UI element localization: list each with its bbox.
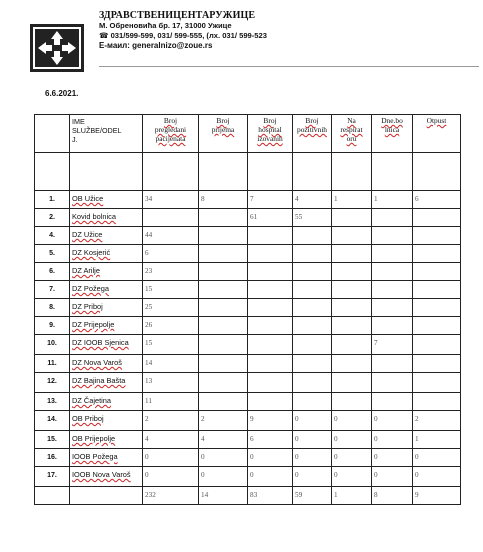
value-cell <box>293 335 332 355</box>
value-cell: 0 <box>199 449 248 467</box>
email: E-маил: generalnizo@zoue.rs <box>99 41 213 50</box>
value-cell <box>332 281 372 299</box>
header-hospitalized <box>248 115 293 153</box>
value-cell <box>413 263 461 281</box>
row-number: 14. <box>35 411 70 431</box>
organization-name: ЗДРАВСТВЕНИЦЕНТАРУЖИЦЕ <box>99 10 256 21</box>
value-cell <box>293 227 332 245</box>
value-cell: 2 <box>413 411 461 431</box>
value-cell <box>248 355 293 373</box>
header-text-line: pozitivnih <box>297 125 327 134</box>
unit-name-text: IOOB Požega <box>72 452 118 461</box>
unit-name <box>70 317 143 335</box>
value-cell: 0 <box>199 467 248 487</box>
value-cell: 11 <box>143 393 199 411</box>
letterhead <box>99 10 267 51</box>
unit-name <box>70 411 143 431</box>
value-cell: 0 <box>293 467 332 487</box>
value-cell <box>332 373 372 393</box>
row-number: 11. <box>35 355 70 373</box>
row-number: 2. <box>35 209 70 227</box>
table-row <box>35 281 461 299</box>
value-cell: 15 <box>143 281 199 299</box>
value-cell <box>332 209 372 227</box>
header-text-line: lnica <box>384 125 400 134</box>
value-cell <box>413 209 461 227</box>
total-cell: 59 <box>293 487 332 505</box>
unit-name-text: DZ Prijepolje <box>72 320 115 329</box>
row-number: 15. <box>35 431 70 449</box>
value-cell <box>413 227 461 245</box>
value-cell <box>372 263 413 281</box>
value-cell: 4 <box>293 191 332 209</box>
header-text-line: Broj <box>163 116 178 125</box>
unit-name <box>70 431 143 449</box>
value-cell <box>248 281 293 299</box>
value-cell <box>199 393 248 411</box>
value-cell <box>199 335 248 355</box>
value-cell: 0 <box>248 467 293 487</box>
value-cell: 0 <box>332 411 372 431</box>
value-cell <box>248 373 293 393</box>
value-cell <box>332 227 372 245</box>
value-cell: 6 <box>143 245 199 263</box>
value-cell <box>199 281 248 299</box>
value-cell <box>199 245 248 263</box>
table-row <box>35 431 461 449</box>
address: М. Обреновића бр. 17, 31000 Ужице <box>99 21 232 30</box>
total-cell: 83 <box>248 487 293 505</box>
table-row <box>35 393 461 411</box>
header-unit-name <box>70 115 143 153</box>
unit-name-text: Kovid bolnica <box>72 212 116 221</box>
value-cell <box>332 355 372 373</box>
value-cell: 61 <box>248 209 293 227</box>
value-cell: 44 <box>143 227 199 245</box>
value-cell <box>248 245 293 263</box>
table-row <box>35 411 461 431</box>
value-cell <box>248 393 293 411</box>
value-cell: 4 <box>143 431 199 449</box>
value-cell: 0 <box>372 467 413 487</box>
row-number: 6. <box>35 263 70 281</box>
value-cell: 0 <box>332 467 372 487</box>
value-cell <box>293 299 332 317</box>
header-text-line: izovanih <box>257 134 283 143</box>
value-cell: 4 <box>199 431 248 449</box>
value-cell <box>199 355 248 373</box>
unit-name <box>70 355 143 373</box>
value-cell: 0 <box>413 449 461 467</box>
value-cell <box>199 209 248 227</box>
report-date: 6.6.2021. <box>45 89 79 98</box>
row-number: 4. <box>35 227 70 245</box>
value-cell <box>199 227 248 245</box>
value-cell: 13 <box>143 373 199 393</box>
header-text-line: Broj <box>305 116 319 125</box>
value-cell: 55 <box>293 209 332 227</box>
unit-name-text: OB Prijepolje <box>72 434 116 443</box>
header-text-line: Otpust <box>426 116 447 125</box>
header-text-line: prijema <box>211 125 235 134</box>
value-cell: 0 <box>143 449 199 467</box>
value-cell <box>199 373 248 393</box>
header-text-line: Na <box>347 116 356 125</box>
value-cell <box>293 317 332 335</box>
value-cell: 0 <box>372 411 413 431</box>
unit-name <box>70 335 143 355</box>
header-day-hospital <box>372 115 413 153</box>
value-cell <box>372 355 413 373</box>
value-cell <box>372 393 413 411</box>
value-cell <box>293 263 332 281</box>
value-cell: 14 <box>143 355 199 373</box>
value-cell <box>293 355 332 373</box>
value-cell: 6 <box>413 191 461 209</box>
header-discharged <box>413 115 461 153</box>
row-number: 12. <box>35 373 70 393</box>
total-cell: 9 <box>413 487 461 505</box>
value-cell <box>372 245 413 263</box>
value-cell <box>332 393 372 411</box>
table-row <box>35 467 461 487</box>
value-cell <box>248 263 293 281</box>
unit-name-text: DZ IOOB Sjenica <box>72 338 129 347</box>
table-body <box>35 191 461 487</box>
unit-name-text: DZ Priboj <box>72 302 103 311</box>
unit-name-text: DZ Kosjerić <box>72 248 111 257</box>
value-cell <box>372 299 413 317</box>
value-cell <box>199 263 248 281</box>
value-cell: 1 <box>372 191 413 209</box>
value-cell <box>413 299 461 317</box>
value-cell: 1 <box>332 191 372 209</box>
value-cell <box>372 373 413 393</box>
row-number: 8. <box>35 299 70 317</box>
table-row <box>35 263 461 281</box>
header-text-line: Dne.bo <box>381 116 403 125</box>
phone-numbers: ☎ 031/599-599, 031/ 599-555, (лх. 031/ 599-523 <box>99 31 267 40</box>
header-respirator <box>332 115 372 153</box>
value-cell <box>332 317 372 335</box>
unit-name <box>70 245 143 263</box>
value-cell: 0 <box>293 431 332 449</box>
value-cell: 0 <box>413 467 461 487</box>
value-cell <box>372 227 413 245</box>
unit-name <box>70 393 143 411</box>
value-cell: 9 <box>248 411 293 431</box>
value-cell <box>413 373 461 393</box>
value-cell: 0 <box>143 467 199 487</box>
value-cell: 15 <box>143 335 199 355</box>
value-cell <box>293 245 332 263</box>
value-cell <box>199 317 248 335</box>
header-text-line: IME <box>72 117 85 126</box>
health-center-logo-icon <box>29 23 85 73</box>
unit-name <box>70 467 143 487</box>
table-row <box>35 449 461 467</box>
value-cell: 0 <box>332 431 372 449</box>
value-cell <box>199 299 248 317</box>
value-cell <box>413 245 461 263</box>
report-table <box>34 114 461 505</box>
totals-empty-cell <box>35 487 70 505</box>
header-num <box>35 115 70 153</box>
value-cell: 1 <box>413 431 461 449</box>
value-cell: 23 <box>143 263 199 281</box>
row-number: 16. <box>35 449 70 467</box>
row-number: 5. <box>35 245 70 263</box>
header-text-line: J. <box>72 135 78 144</box>
value-cell <box>372 317 413 335</box>
unit-name-text: DZ Užice <box>72 230 103 239</box>
header-text-line: Broj <box>263 116 277 125</box>
unit-name-text: OB Užice <box>72 194 104 203</box>
header-text-line: SLUŽBE/ODEL <box>72 126 122 135</box>
value-cell: 7 <box>372 335 413 355</box>
unit-name-text: OB Priboj <box>72 414 104 423</box>
blank-row <box>35 153 461 191</box>
header-row <box>35 115 461 153</box>
header-examined <box>143 115 199 153</box>
value-cell <box>413 317 461 335</box>
value-cell <box>332 245 372 263</box>
value-cell: 0 <box>372 449 413 467</box>
value-cell: 0 <box>248 449 293 467</box>
table-row <box>35 191 461 209</box>
value-cell <box>413 335 461 355</box>
row-number: 17. <box>35 467 70 487</box>
value-cell <box>332 335 372 355</box>
table-row <box>35 335 461 355</box>
value-cell: 0 <box>372 431 413 449</box>
unit-name <box>70 299 143 317</box>
table-row <box>35 299 461 317</box>
value-cell <box>143 209 199 227</box>
value-cell: 34 <box>143 191 199 209</box>
value-cell <box>293 393 332 411</box>
total-cell: 8 <box>372 487 413 505</box>
unit-name-text: IOOB Nova Varoš <box>72 470 131 479</box>
unit-name-text: DZ Arilje <box>72 266 100 275</box>
row-number: 7. <box>35 281 70 299</box>
value-cell <box>248 299 293 317</box>
value-cell: 25 <box>143 299 199 317</box>
unit-name <box>70 373 143 393</box>
letterhead-divider <box>99 66 479 67</box>
total-cell: 14 <box>199 487 248 505</box>
header-text-line: respirat <box>340 125 363 134</box>
value-cell <box>372 209 413 227</box>
unit-name <box>70 227 143 245</box>
table-row <box>35 317 461 335</box>
value-cell <box>248 317 293 335</box>
table-row <box>35 245 461 263</box>
value-cell <box>332 299 372 317</box>
table-row <box>35 355 461 373</box>
value-cell <box>293 281 332 299</box>
header-text-line: oru <box>346 134 357 143</box>
row-number: 1. <box>35 191 70 209</box>
value-cell <box>413 393 461 411</box>
value-cell: 6 <box>248 431 293 449</box>
value-cell <box>372 281 413 299</box>
table-row <box>35 227 461 245</box>
table-row <box>35 209 461 227</box>
value-cell: 0 <box>293 411 332 431</box>
value-cell: 26 <box>143 317 199 335</box>
value-cell <box>248 227 293 245</box>
unit-name-text: DZ Bajina Bašta <box>72 376 126 385</box>
header-text-line: hospital <box>258 125 282 134</box>
header-text-line: pregledani <box>154 125 187 134</box>
value-cell <box>413 281 461 299</box>
header-positive <box>293 115 332 153</box>
totals-row <box>35 487 461 505</box>
header-text-line: Broj <box>216 116 230 125</box>
row-number: 10. <box>35 335 70 355</box>
unit-name <box>70 281 143 299</box>
value-cell <box>413 355 461 373</box>
totals-empty-cell <box>70 487 143 505</box>
header-text-line: pacijenata <box>155 134 186 143</box>
total-cell: 232 <box>143 487 199 505</box>
unit-name-text: DZ Požega <box>72 284 109 293</box>
header-admissions <box>199 115 248 153</box>
value-cell: 8 <box>199 191 248 209</box>
unit-name-text: DZ Čajetina <box>72 396 112 405</box>
value-cell <box>248 335 293 355</box>
unit-name <box>70 263 143 281</box>
table-row <box>35 373 461 393</box>
value-cell: 7 <box>248 191 293 209</box>
unit-name <box>70 449 143 467</box>
total-cell: 1 <box>332 487 372 505</box>
value-cell: 0 <box>332 449 372 467</box>
unit-name <box>70 191 143 209</box>
row-number: 9. <box>35 317 70 335</box>
value-cell <box>332 263 372 281</box>
unit-name-text: DZ Nova Varoš <box>72 358 122 367</box>
unit-name <box>70 209 143 227</box>
value-cell: 0 <box>293 449 332 467</box>
value-cell <box>293 373 332 393</box>
value-cell: 2 <box>143 411 199 431</box>
row-number: 13. <box>35 393 70 411</box>
value-cell: 2 <box>199 411 248 431</box>
